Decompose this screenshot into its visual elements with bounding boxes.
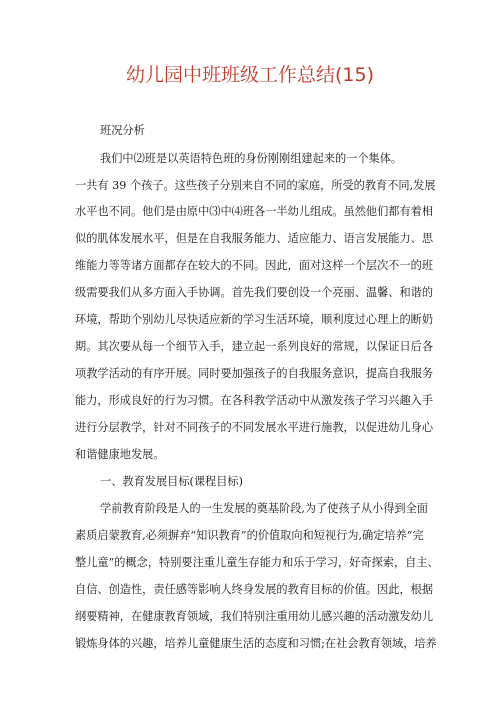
paragraph-line: 能力，形成良好的行为习惯。在各科教学活动中从激发孩子学习兴趣入手 xyxy=(75,394,434,407)
paragraph-line: 期。其次要从每一个细节入手，建立起一系列良好的常规，以保证日后各 xyxy=(75,340,434,353)
paragraph-line: 环境，帮助个别幼儿尽快适应新的学习生活环境，顺利度过心理上的断奶 xyxy=(75,313,434,326)
paragraph-line: 和谐健康地发展。 xyxy=(75,448,165,461)
paragraph-line: 素质启蒙教育,必须摒弃“知识教育”的价值取向和短视行为,确定培养“完 xyxy=(75,529,424,542)
paragraph-line: 似的肌体发展水平，但是在自我服务能力、适应能力、语言发展能力、思 xyxy=(75,232,434,245)
paragraph-line: 一共有 39 个孩子。这些孩子分别来自不同的家庭，所受的教育不同,发展 xyxy=(75,179,436,192)
paragraph-line: 纲要精神，在健康教育领域，我们特别注重用幼儿感兴趣的活动激发幼儿 xyxy=(75,610,434,623)
paragraph-line: 维能力等等诸方面都存在较大的不同。因此，面对这样一个层次不一的班 xyxy=(75,259,434,272)
paragraph-line: 水平也不同。他们是由原中⑶中⑷班各一半幼儿组成。虽然他们都有着相 xyxy=(75,205,434,218)
paragraph-line: 整儿童”的概念，特别要注重儿童生存能力和乐于学习，好奇探索，自主、 xyxy=(75,556,439,569)
paragraph-line: 学前教育阶段是人的一生发展的奠基阶段,为了使孩子从小得到全面 xyxy=(100,502,428,515)
paragraph-line: 进行分层教学，针对不同孩子的不同发展水平进行施教，以促进幼儿身心 xyxy=(75,421,434,434)
paragraph-line: 级需要我们从多方面入手协调。首先我们要创设一个亮丽、温馨、和谐的 xyxy=(75,286,434,299)
paragraph-line: 我们中⑵班是以英语特色班的身份刚刚组建起来的一个集体。 xyxy=(100,152,403,165)
document-title: 幼儿园中班班级工作总结(15) xyxy=(125,64,374,86)
paragraph-line: 项教学活动的有序开展。同时要加强孩子的自我服务意识，提高自我服务 xyxy=(75,367,434,380)
section-heading: 班况分析 xyxy=(100,124,145,137)
paragraph-line: 锻炼身体的兴趣，培养儿童健康生活的态度和习惯;在社会教育领域，培养 xyxy=(75,637,437,650)
paragraph-line: 自信、创造性，责任感等影响人终身发展的教育目标的价值。因此，根据 xyxy=(75,583,434,596)
section-heading: 一、教育发展目标(课程目标) xyxy=(100,475,243,488)
